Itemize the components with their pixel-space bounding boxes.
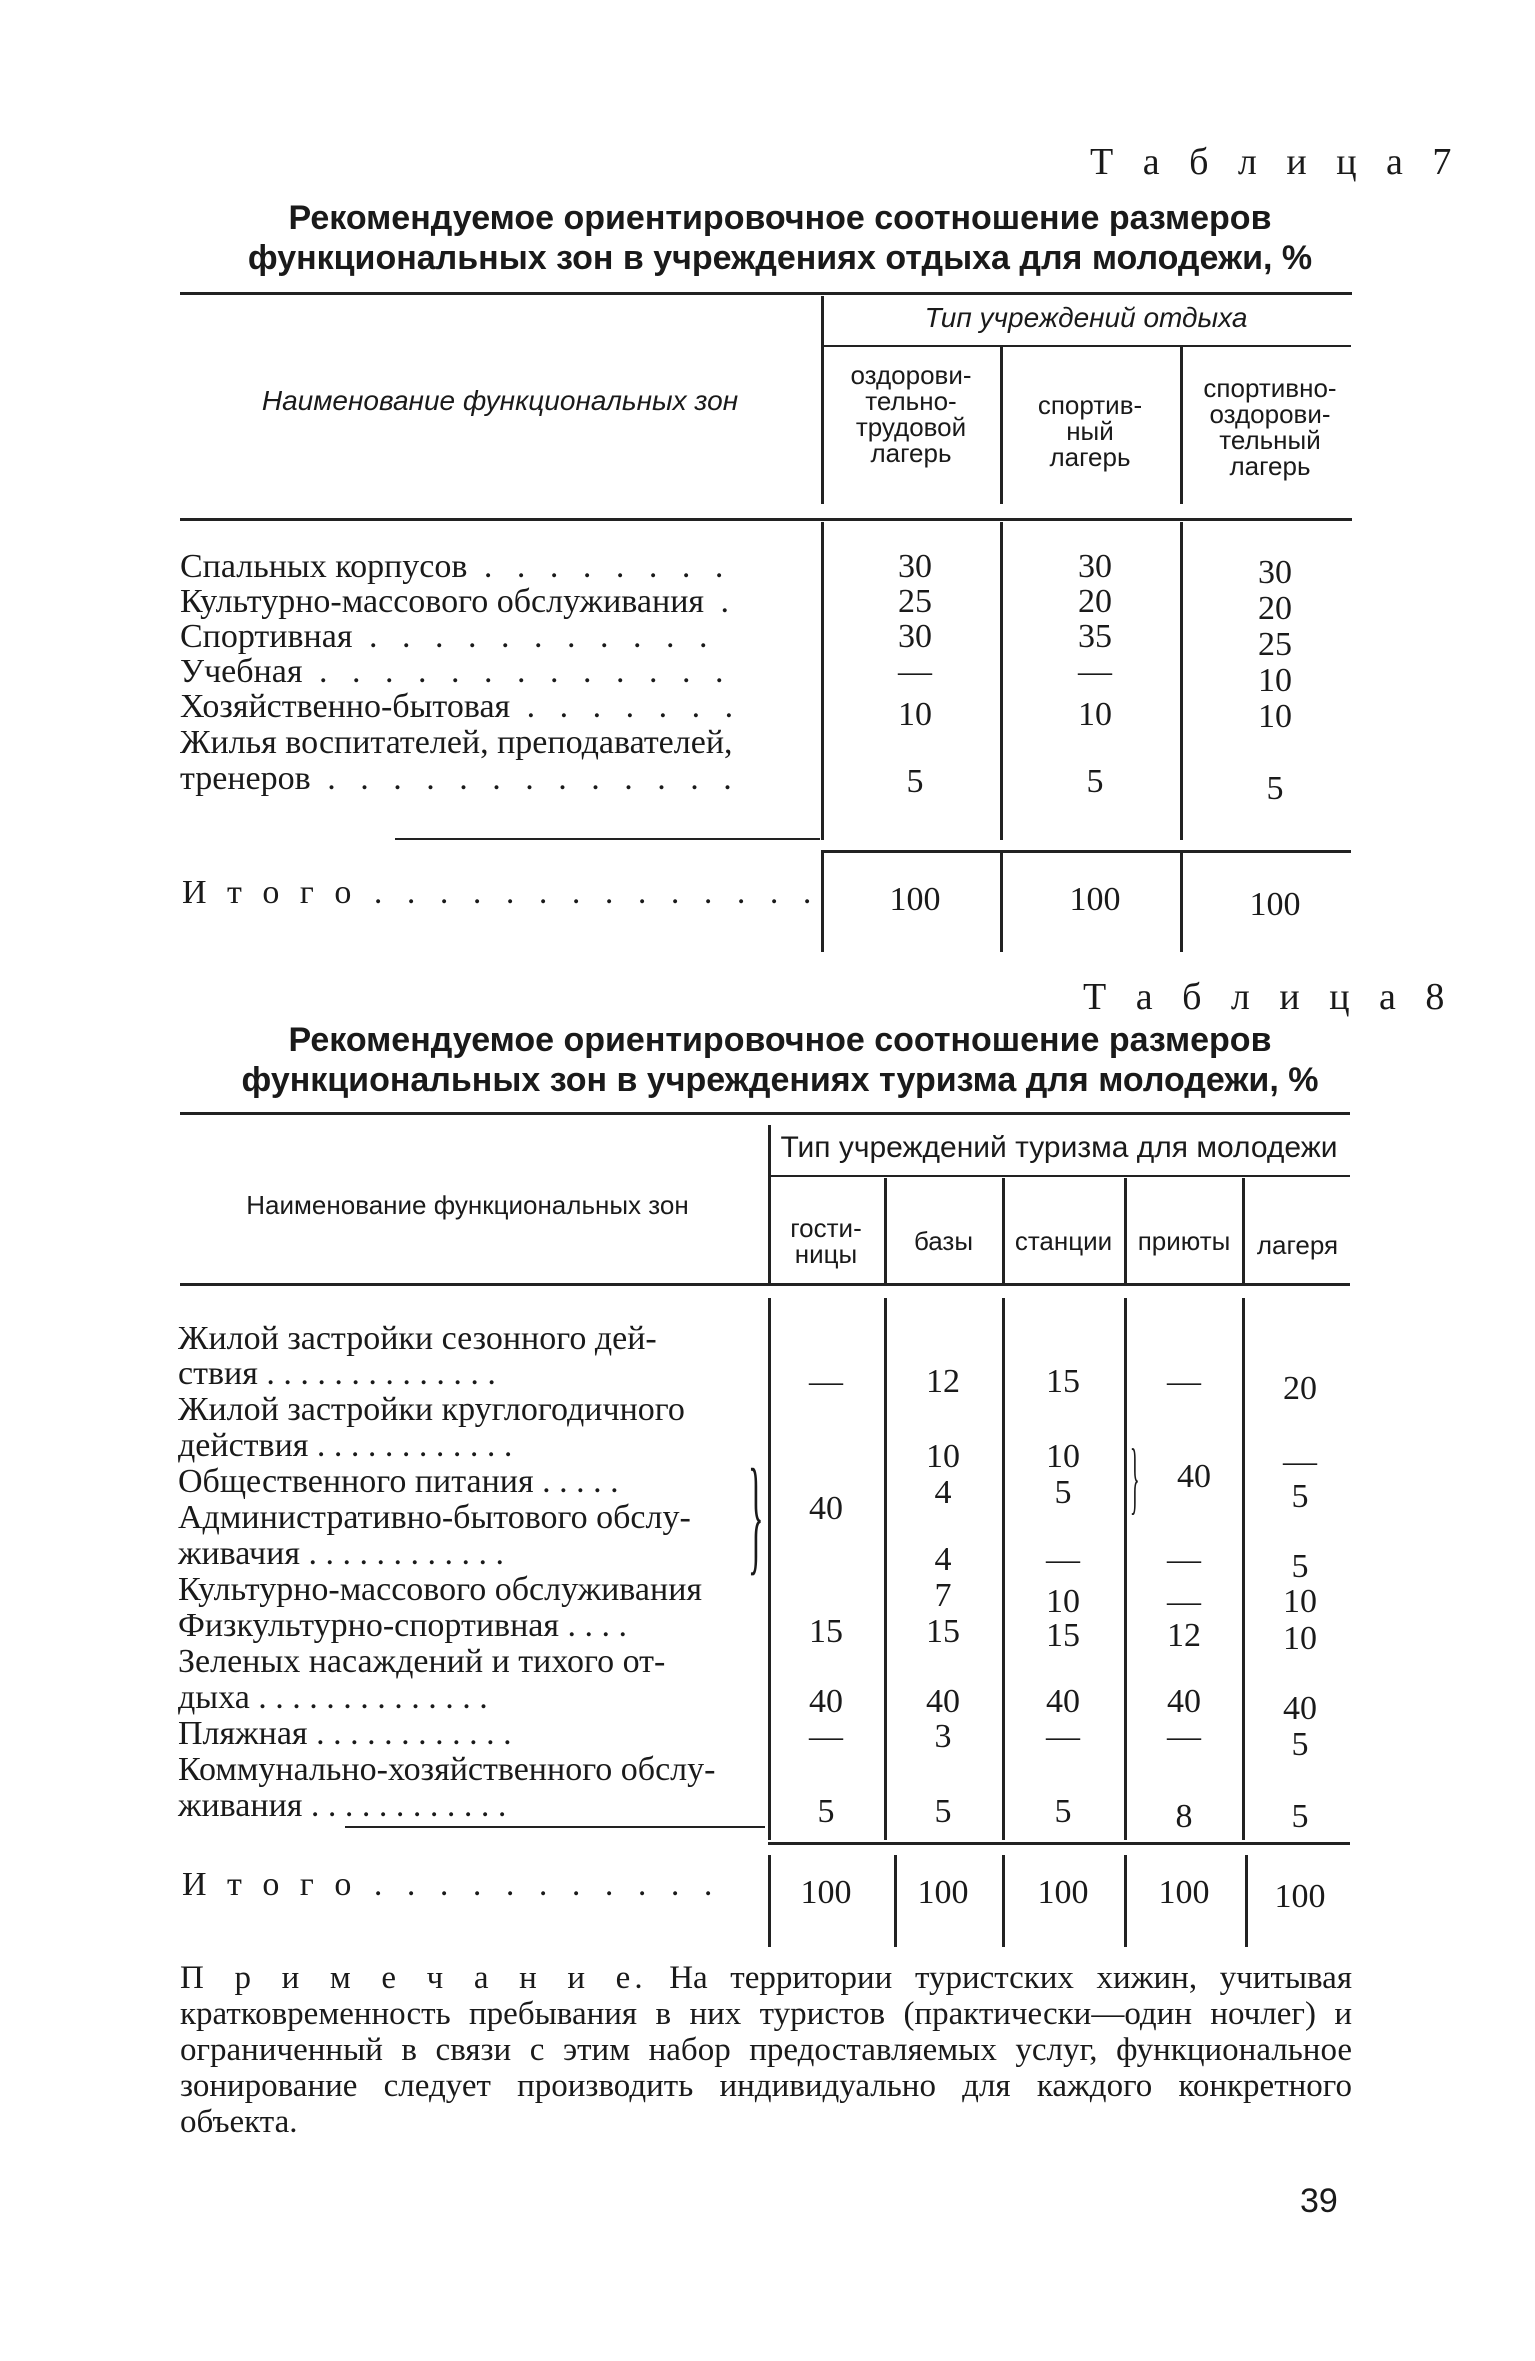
table-8-cell: —	[1167, 1363, 1201, 1400]
table-8-label: Т а б л и ц а 8	[1083, 976, 1455, 1018]
table-8-cell: 40	[1283, 1690, 1317, 1727]
table-8-cell: 12	[926, 1363, 960, 1400]
table-row-label: действия . . . . . . . . . . . .	[178, 1427, 513, 1464]
table-7-cell: 20	[1078, 583, 1112, 620]
table-7-divider	[1180, 522, 1183, 840]
table-8-total-cell: 100	[800, 1874, 852, 1911]
table-row-label: Жилой застройки сезонного дей-	[178, 1320, 657, 1357]
header-line: тельно-	[865, 386, 957, 416]
table-8-cell: —	[1167, 1541, 1201, 1578]
row-leader: . . . . . . . . . . . . .	[310, 760, 740, 797]
table-8-title-line1: Рекомендуемое ориентировочное соотношение размеров	[288, 1021, 1272, 1059]
table-7-total-cell: 100	[1069, 881, 1121, 918]
table-8-cell: 20	[1283, 1370, 1317, 1407]
table-8-name-header: Наименование функциональных зон	[246, 1190, 689, 1220]
header-line: ный	[1066, 416, 1114, 446]
table-8-group-rule	[768, 1175, 1350, 1177]
table-8-top-rule	[180, 1112, 1350, 1115]
table-8-total-cell: 100	[1274, 1878, 1326, 1915]
table-7-total-label	[182, 876, 819, 910]
table-7-cell: 30	[898, 548, 932, 585]
row-text: тренеров	[180, 760, 311, 797]
table-7-name-header: Наименование функциональных зон	[261, 385, 739, 416]
table-8-cell: —	[1046, 1718, 1080, 1755]
table-8-cell: 10	[1283, 1583, 1317, 1620]
header-line: оздорови-	[850, 360, 972, 390]
table-8-cell: 15	[1046, 1363, 1080, 1400]
table-7-col-header	[826, 362, 996, 466]
row-leader: . . . . . . . . . . . . . .	[357, 874, 820, 911]
table-row-label	[180, 690, 741, 724]
table-8-divider	[1242, 1178, 1245, 1283]
row-leader: . . . . . . . . . . .	[357, 1866, 721, 1903]
table-8-cell: 15	[809, 1613, 843, 1650]
row-text: Хозяйственно-бытовая	[180, 688, 511, 725]
table-8-cell: 40	[1167, 1683, 1201, 1720]
table-7-divider	[1000, 522, 1003, 840]
table-7-header-rule	[180, 518, 1352, 521]
table-row-label: Зеленых насаждений и тихого от-	[178, 1643, 666, 1680]
table-7-cell: 30	[1258, 554, 1292, 591]
table-row-label: Пляжная . . . . . . . . . . . .	[178, 1715, 512, 1752]
table-8-cell: —	[1167, 1583, 1201, 1620]
table-8-cell: 5	[1291, 1548, 1309, 1585]
table-8-total-cell: 100	[917, 1874, 969, 1911]
table-8-col-header: базы	[913, 1226, 974, 1256]
table-7-cell: 35	[1078, 618, 1112, 655]
table-8-cell: 40	[809, 1683, 843, 1720]
table-7-cell: 30	[898, 618, 932, 655]
table-7-total-cell: 100	[889, 881, 941, 918]
table-row-label: Жилой застройки круглогодичного	[178, 1391, 685, 1428]
table-7-total-cell: 100	[1249, 886, 1301, 923]
table-8-cell: 10	[926, 1438, 960, 1475]
table-8-total-cell: 100	[1158, 1874, 1210, 1911]
table-8-cell: 15	[926, 1613, 960, 1650]
table-7-divider	[1180, 852, 1183, 952]
brace-icon: }	[1130, 1434, 1140, 1522]
header-line: спортивно-	[1203, 373, 1337, 403]
table-7-group-rule	[821, 345, 1351, 347]
table-7-divider	[1180, 347, 1183, 504]
table-8-cell: 5	[1291, 1726, 1309, 1763]
table-7-cell: 10	[898, 696, 932, 733]
table-7-title-line2: функциональных зон в учреждениях отдыха для молодежи, %	[247, 239, 1313, 277]
table-7-group-header: Тип учреждений отдыха	[924, 302, 1248, 333]
table-8-col-header: станции	[1014, 1226, 1113, 1256]
row-text: Учебная	[180, 653, 303, 690]
table-row-label: Культурно-массового обслуживания	[178, 1571, 703, 1608]
table-7-title	[180, 198, 1380, 278]
table-row-label: живания . . . . . . . . . . . .	[178, 1787, 507, 1824]
table-7-divider	[1000, 852, 1003, 952]
table-8-cell: 5	[934, 1793, 952, 1830]
table-7-title-line1: Рекомендуемое ориентировочное соотношение размеров	[288, 199, 1272, 237]
row-leader: . . . . . . . .	[467, 548, 732, 585]
table-7-cell: 30	[1078, 548, 1112, 585]
row-leader: . . . . . . . . . . . . .	[302, 653, 732, 690]
table-7-divider	[821, 522, 824, 840]
table-7-rule	[395, 838, 820, 840]
table-row-label	[180, 726, 733, 760]
table-8-total-rule	[768, 1842, 1350, 1845]
table-8-cell: 40	[809, 1490, 843, 1527]
row-leader: .	[704, 583, 738, 620]
table-7-cell: 5	[1086, 763, 1104, 800]
table-8-cell: 10	[1283, 1620, 1317, 1657]
table-7-col-header	[1185, 375, 1355, 479]
table-7-cell: 25	[898, 583, 932, 620]
table-8-cell: 5	[1054, 1793, 1072, 1830]
table-row-label: Общественного питания . . . . .	[178, 1463, 619, 1500]
row-leader: . . . . . . . . . . .	[352, 618, 716, 655]
table-7-cell: 25	[1258, 626, 1292, 663]
table-row-label	[180, 655, 732, 689]
table-8-cell: 10	[1046, 1438, 1080, 1475]
table-8-cell: 12	[1167, 1617, 1201, 1654]
table-7-cell: 10	[1078, 696, 1112, 733]
table-row-label: Административно-бытового обслу-	[178, 1499, 691, 1536]
table-row-label: живачия . . . . . . . . . . . .	[178, 1535, 504, 1572]
table-8-total-cell: 100	[1037, 1874, 1089, 1911]
table-8-rule	[345, 1826, 765, 1828]
table-8-cell: 8	[1175, 1798, 1193, 1835]
table-8-cell: 5	[1054, 1474, 1072, 1511]
table-8-title-line2: функциональных зон в учреждениях туризма для молодежи, %	[241, 1061, 1319, 1099]
table-row-label	[180, 550, 731, 584]
table-8-cell: —	[1046, 1541, 1080, 1578]
header-line: трудовой	[855, 412, 967, 442]
page-number: 39	[1300, 2182, 1338, 2220]
table-8-cell: —	[809, 1363, 843, 1400]
header-line: спортив-	[1037, 390, 1143, 420]
header-line: лагерь	[1049, 442, 1131, 472]
table-8-cell: 4	[934, 1474, 952, 1511]
table-row-label: Физкультурно-спортивная . . . .	[178, 1607, 628, 1644]
row-text: Культурно-массового обслуживания	[180, 583, 705, 620]
table-8-col-header: приюты	[1137, 1226, 1231, 1256]
header-line: лагерь	[870, 438, 952, 468]
table-row-label: дыха . . . . . . . . . . . . . .	[178, 1679, 488, 1716]
table-8-cell: 15	[1046, 1617, 1080, 1654]
table-7-label: Т а б л и ц а 7	[1090, 141, 1462, 183]
table-7-col-header	[1005, 392, 1175, 470]
table-row-label: Коммунально-хозяйственного обслу-	[178, 1751, 716, 1788]
header-line: тельный	[1219, 425, 1321, 455]
row-leader: . . . . . . .	[510, 688, 742, 725]
table-7-cell: 10	[1258, 662, 1292, 699]
table-7-cell: 20	[1258, 590, 1292, 627]
table-7-top-rule	[180, 292, 1352, 295]
table-8-total-label	[182, 1868, 720, 1902]
brace-icon: }	[748, 1443, 764, 1587]
table-row-label	[180, 585, 737, 619]
row-text: Жилья воспитателей, преподавателей,	[180, 724, 733, 761]
table-8-title	[180, 1020, 1380, 1100]
table-8-group-header: Тип учреждений туризма для молодежи	[780, 1131, 1338, 1164]
table-row-label	[180, 762, 740, 796]
table-7-cell: 10	[1258, 698, 1292, 735]
table-8-cell: 40	[1046, 1683, 1080, 1720]
table-8-cell: —	[1283, 1443, 1317, 1480]
table-8-cell: 5	[1291, 1798, 1309, 1835]
table-7-cell: —	[898, 653, 932, 690]
table-8-cell: —	[1167, 1718, 1201, 1755]
table-8-cell: 4	[934, 1541, 952, 1578]
total-text: И т о г о	[182, 874, 358, 911]
table-row-label: ствия . . . . . . . . . . . . . .	[178, 1355, 496, 1392]
header-line: оздорови-	[1209, 399, 1331, 429]
table-8-cell: 5	[1291, 1478, 1309, 1515]
table-8-cell: 40	[926, 1683, 960, 1720]
table-8-col-header: лагеря	[1256, 1230, 1339, 1260]
header-line: ницы	[794, 1239, 858, 1269]
table-7-cell: 5	[906, 763, 924, 800]
table-8-cell: 40	[1177, 1458, 1211, 1495]
table-8-header-rule	[180, 1283, 1350, 1286]
header-line: лагерь	[1229, 451, 1311, 481]
table-8-cell: 3	[934, 1718, 952, 1755]
total-text: И т о г о	[182, 1866, 358, 1903]
table-8-cell: —	[809, 1718, 843, 1755]
table-8-cell: 5	[817, 1793, 835, 1830]
table-8-cell: 10	[1046, 1583, 1080, 1620]
table-8-col-header	[770, 1215, 882, 1267]
row-text: Спальных корпусов	[180, 548, 468, 585]
table-row-label	[180, 620, 715, 654]
footnote-heading: П р и м е ч а н и е.	[180, 1960, 647, 1996]
footnote-text: На территории туристских хижин, учитывая кратковременность пребывания в них туристов (практически—один ночлег) и ограниченный в связи с этим набор предоставляемых услуг, функциональное зонирование следует производить индивидуально для каждого конкретного объекта.	[180, 1960, 1353, 2140]
header-line: гости-	[790, 1213, 862, 1243]
table-7-cell: —	[1078, 653, 1112, 690]
table-7-divider	[821, 852, 824, 952]
row-text: Спортивная	[180, 618, 353, 655]
table-8-cell: 7	[934, 1577, 952, 1614]
table-7-divider	[1000, 347, 1003, 504]
table-7-cell: 5	[1266, 770, 1284, 807]
footnote	[180, 1960, 1352, 2140]
table-7-total-rule	[821, 850, 1351, 853]
